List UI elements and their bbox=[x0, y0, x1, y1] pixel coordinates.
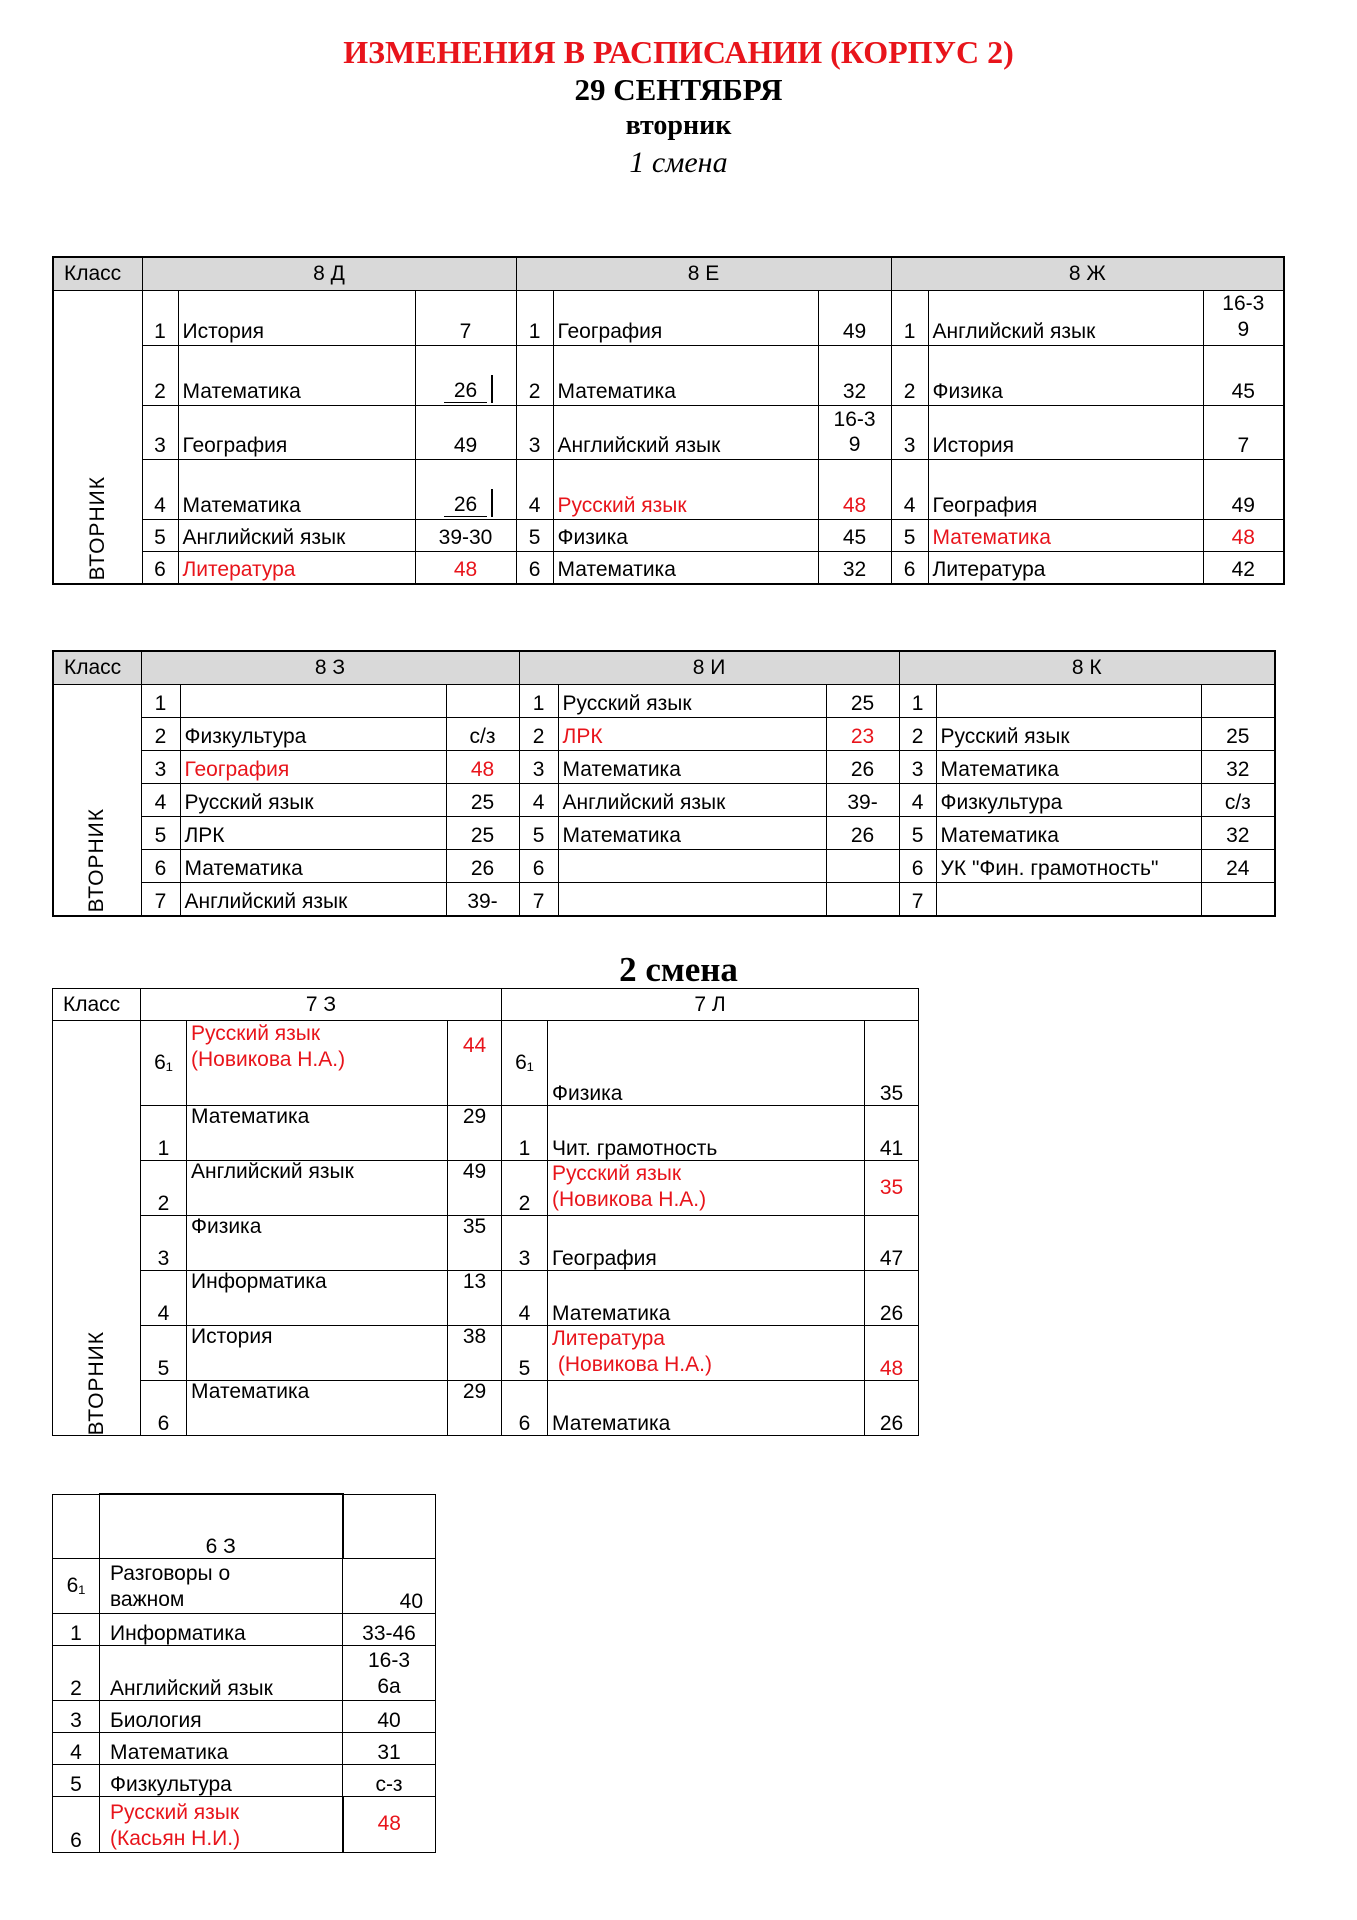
schedule-table-8d-8e-8zh bbox=[52, 256, 1285, 585]
lesson-number: 1 bbox=[141, 1106, 187, 1161]
subject-line: Русский язык bbox=[191, 1022, 321, 1045]
shift1-heading: 1 смена bbox=[629, 146, 728, 179]
room: с-з bbox=[343, 1764, 436, 1796]
class-header: Класс bbox=[53, 651, 141, 685]
subject-changed: Математика bbox=[928, 520, 1203, 552]
subject: Русский язык bbox=[558, 685, 826, 718]
subject-changed bbox=[548, 1161, 865, 1216]
lesson-number: 5 bbox=[891, 520, 928, 552]
lesson-number: 1 bbox=[502, 1106, 548, 1161]
table-row bbox=[53, 1216, 919, 1271]
subject: Чит. грамотность bbox=[548, 1106, 865, 1161]
room-changed: 44 bbox=[448, 1021, 502, 1106]
teacher: (Новикова Н.А.) bbox=[191, 1048, 346, 1071]
lesson-number: 6 bbox=[141, 850, 180, 883]
subject-changed bbox=[187, 1021, 448, 1106]
day-label: ВТОРНИК bbox=[85, 808, 109, 913]
lesson-number: 6 bbox=[516, 552, 553, 584]
subject bbox=[936, 883, 1201, 916]
subject: Математика bbox=[187, 1106, 448, 1161]
room: 16-39 bbox=[818, 406, 891, 460]
lesson-number: 5 bbox=[516, 520, 553, 552]
room: 26 bbox=[865, 1381, 919, 1436]
lesson-number: 2 bbox=[519, 718, 558, 751]
subject: Математика bbox=[936, 751, 1201, 784]
lesson-number: 3 bbox=[141, 1216, 187, 1271]
lesson-number: 3 bbox=[891, 406, 928, 460]
subject-changed bbox=[548, 1326, 865, 1381]
lesson-number: 4 bbox=[891, 460, 928, 520]
lesson-number: 3 bbox=[516, 406, 553, 460]
subject-changed bbox=[100, 1796, 343, 1852]
subject: География bbox=[553, 291, 818, 346]
lesson-number: 2 bbox=[502, 1161, 548, 1216]
lesson-number: 3 bbox=[141, 751, 180, 784]
subject: Английский язык bbox=[558, 784, 826, 817]
subject: Литература bbox=[928, 552, 1203, 584]
subject: Информатика bbox=[187, 1271, 448, 1326]
day-label: ВТОРНИК bbox=[84, 1330, 108, 1435]
table-row bbox=[53, 1326, 919, 1381]
class-8d-header: 8 Д bbox=[142, 257, 516, 291]
table-row bbox=[53, 552, 1284, 584]
room: 24 bbox=[1201, 850, 1275, 883]
subject: Физика bbox=[548, 1021, 865, 1106]
room: 26 bbox=[865, 1271, 919, 1326]
lesson-number: 2 bbox=[899, 718, 936, 751]
lesson-number: 4 bbox=[141, 784, 180, 817]
day-label: ВТОРНИК bbox=[85, 476, 109, 581]
room: 41 bbox=[865, 1106, 919, 1161]
subject: Математика bbox=[558, 751, 826, 784]
table-row bbox=[53, 346, 1284, 406]
lesson-number: 4 bbox=[142, 460, 178, 520]
lesson-number: 7 bbox=[899, 883, 936, 916]
lesson-number: 5 bbox=[53, 1764, 100, 1796]
subject: Математика bbox=[548, 1381, 865, 1436]
room-changed: 48 bbox=[818, 460, 891, 520]
room: 49 bbox=[448, 1161, 502, 1216]
schedule-table-7z-7l bbox=[52, 988, 919, 1436]
lesson-number: 4 bbox=[899, 784, 936, 817]
subject: Математика bbox=[100, 1732, 343, 1764]
lesson-number: 4 bbox=[141, 1271, 187, 1326]
room: 26 bbox=[826, 751, 899, 784]
room: 7 bbox=[415, 291, 516, 346]
room-changed: 48 bbox=[415, 552, 516, 584]
lesson-number: 2 bbox=[53, 1645, 100, 1700]
room-changed: 48 bbox=[1203, 520, 1284, 552]
subject: География bbox=[928, 460, 1203, 520]
subject: Математика bbox=[553, 346, 818, 406]
subject: УК "Фин. грамотность" bbox=[936, 850, 1201, 883]
lesson-number: 6₁ bbox=[141, 1021, 187, 1106]
room-changed: 35 bbox=[865, 1161, 919, 1216]
subject: Английский язык bbox=[178, 520, 415, 552]
subject: Математика bbox=[936, 817, 1201, 850]
table-row bbox=[53, 718, 1275, 751]
room: 16-36а bbox=[343, 1645, 436, 1700]
room: 39- bbox=[826, 784, 899, 817]
class-header: Класс bbox=[53, 989, 141, 1021]
schedule-table-8z-8i-8k bbox=[52, 650, 1276, 917]
table-row bbox=[53, 1645, 436, 1700]
room: 38 bbox=[448, 1326, 502, 1381]
subject-line: важном bbox=[110, 1587, 185, 1611]
room: 49 bbox=[1203, 460, 1284, 520]
table-row bbox=[53, 291, 1284, 346]
room: 35 bbox=[448, 1216, 502, 1271]
subject: Математика bbox=[187, 1381, 448, 1436]
table-row bbox=[53, 1613, 436, 1645]
room: 25 bbox=[1201, 718, 1275, 751]
lesson-number: 4 bbox=[516, 460, 553, 520]
table-row bbox=[53, 883, 1275, 916]
lesson-number: 7 bbox=[141, 883, 180, 916]
table-row bbox=[53, 850, 1275, 883]
room: с/з bbox=[1201, 784, 1275, 817]
room: 31 bbox=[343, 1732, 436, 1764]
room: 39-30 bbox=[415, 520, 516, 552]
class-8k-header: 8 К bbox=[899, 651, 1275, 685]
subject: Математика bbox=[548, 1271, 865, 1326]
lesson-number: 3 bbox=[142, 406, 178, 460]
subject: Информатика bbox=[100, 1613, 343, 1645]
room: 49 bbox=[818, 291, 891, 346]
room: 47 bbox=[865, 1216, 919, 1271]
subject: Физика bbox=[928, 346, 1203, 406]
room: 42 bbox=[1203, 552, 1284, 584]
subject: География bbox=[548, 1216, 865, 1271]
room: 7 bbox=[1203, 406, 1284, 460]
subject-line: Литература bbox=[552, 1327, 665, 1350]
subject bbox=[100, 1558, 343, 1613]
lesson-number: 5 bbox=[519, 817, 558, 850]
lesson-number: 5 bbox=[141, 1326, 187, 1381]
subject: Биология bbox=[100, 1700, 343, 1732]
subject bbox=[180, 685, 446, 718]
table-row bbox=[53, 1732, 436, 1764]
lesson-number: 2 bbox=[891, 346, 928, 406]
lesson-number: 5 bbox=[502, 1326, 548, 1381]
subject: Английский язык bbox=[553, 406, 818, 460]
room bbox=[1201, 685, 1275, 718]
class-header: Класс bbox=[53, 257, 142, 291]
subject bbox=[558, 850, 826, 883]
room: 49 bbox=[415, 406, 516, 460]
subject: Английский язык bbox=[187, 1161, 448, 1216]
room: 32 bbox=[1201, 751, 1275, 784]
table-row bbox=[53, 1161, 919, 1216]
table-row bbox=[53, 751, 1275, 784]
table-row bbox=[53, 1796, 436, 1852]
lesson-number: 4 bbox=[53, 1732, 100, 1764]
lesson-number: 1 bbox=[142, 291, 178, 346]
table-row bbox=[53, 1106, 919, 1161]
room: 26 bbox=[446, 850, 519, 883]
lesson-number: 6₁ bbox=[502, 1021, 548, 1106]
lesson-number: 6 bbox=[141, 1381, 187, 1436]
lesson-number: 6 bbox=[53, 1796, 100, 1852]
table-row bbox=[53, 460, 1284, 520]
lesson-number: 6 bbox=[502, 1381, 548, 1436]
lesson-number: 1 bbox=[53, 1613, 100, 1645]
room: с/з bbox=[446, 718, 519, 751]
room: 25 bbox=[446, 784, 519, 817]
room-changed: 48 bbox=[446, 751, 519, 784]
teacher: (Новикова Н.А.) bbox=[552, 1188, 707, 1211]
date-heading: 29 СЕНТЯБРЯ bbox=[574, 72, 783, 107]
subject: Математика bbox=[553, 552, 818, 584]
room-changed: 48 bbox=[865, 1326, 919, 1381]
room: 35 bbox=[865, 1021, 919, 1106]
lesson-number: 2 bbox=[141, 718, 180, 751]
room: 26 bbox=[826, 817, 899, 850]
room bbox=[826, 850, 899, 883]
room-value: 26 bbox=[444, 380, 487, 403]
lesson-number: 1 bbox=[141, 685, 180, 718]
empty-cell bbox=[53, 1494, 100, 1558]
subject: Русский язык bbox=[180, 784, 446, 817]
subject: Математика bbox=[180, 850, 446, 883]
subject-changed: ЛРК bbox=[558, 718, 826, 751]
lesson-number: 5 bbox=[899, 817, 936, 850]
subject: Английский язык bbox=[180, 883, 446, 916]
teacher: (Новикова Н.А.) bbox=[552, 1353, 712, 1376]
room: 45 bbox=[1203, 346, 1284, 406]
room bbox=[415, 346, 516, 406]
room: 32 bbox=[1201, 817, 1275, 850]
lesson-number: 1 bbox=[899, 685, 936, 718]
subject-line: Русский язык bbox=[552, 1162, 682, 1185]
subject: Английский язык bbox=[928, 291, 1203, 346]
lesson-number: 6 bbox=[519, 850, 558, 883]
class-8e-header: 8 Е bbox=[516, 257, 891, 291]
table-row bbox=[53, 817, 1275, 850]
subject: Физкультура bbox=[100, 1764, 343, 1796]
subject: История bbox=[928, 406, 1203, 460]
lesson-number: 6 bbox=[142, 552, 178, 584]
room: 33-46 bbox=[343, 1613, 436, 1645]
table-row bbox=[53, 784, 1275, 817]
room: 32 bbox=[818, 552, 891, 584]
empty-cell bbox=[343, 1494, 436, 1558]
lesson-number: 3 bbox=[519, 751, 558, 784]
schedule-table-6z bbox=[52, 1493, 436, 1853]
room bbox=[1201, 883, 1275, 916]
lesson-number: 6 bbox=[891, 552, 928, 584]
weekday-heading: вторник bbox=[625, 110, 732, 141]
lesson-number: 5 bbox=[142, 520, 178, 552]
subject bbox=[936, 685, 1201, 718]
table-row bbox=[53, 1021, 919, 1106]
page-title: ИЗМЕНЕНИЯ В РАСПИСАНИИ (КОРПУС 2) bbox=[343, 34, 1014, 70]
subject-line: Русский язык bbox=[110, 1800, 240, 1824]
subject: История bbox=[178, 291, 415, 346]
room: 39- bbox=[446, 883, 519, 916]
room: 40 bbox=[343, 1558, 436, 1613]
table-row bbox=[53, 1764, 436, 1796]
subject: ЛРК bbox=[180, 817, 446, 850]
class-8zh-header: 8 Ж bbox=[891, 257, 1284, 291]
room bbox=[415, 460, 516, 520]
teacher: (Касьян Н.И.) bbox=[110, 1826, 241, 1850]
subject-changed: Литература bbox=[178, 552, 415, 584]
class-7z-header: 7 З bbox=[141, 989, 502, 1021]
subject: Математика bbox=[558, 817, 826, 850]
table-row bbox=[53, 406, 1284, 460]
lesson-number: 3 bbox=[502, 1216, 548, 1271]
subject: Физика bbox=[187, 1216, 448, 1271]
lesson-number: 4 bbox=[519, 784, 558, 817]
lesson-number: 5 bbox=[141, 817, 180, 850]
subject: Математика bbox=[178, 460, 415, 520]
subject: Русский язык bbox=[936, 718, 1201, 751]
subject-changed: География bbox=[180, 751, 446, 784]
lesson-number: 6₁ bbox=[53, 1558, 100, 1613]
lesson-number: 2 bbox=[142, 346, 178, 406]
room-value: 26 bbox=[444, 494, 487, 517]
table-row bbox=[53, 1558, 436, 1613]
table-row bbox=[53, 685, 1275, 718]
class-8z-header: 8 З bbox=[141, 651, 519, 685]
table-row bbox=[53, 1700, 436, 1732]
lesson-number: 3 bbox=[53, 1700, 100, 1732]
subject: История bbox=[187, 1326, 448, 1381]
subject: Английский язык bbox=[100, 1645, 343, 1700]
lesson-number: 1 bbox=[516, 291, 553, 346]
class-6z-header: 6 З bbox=[100, 1494, 343, 1558]
room: 29 bbox=[448, 1381, 502, 1436]
lesson-number: 2 bbox=[141, 1161, 187, 1216]
room: 16-39 bbox=[1203, 291, 1284, 346]
room-changed: 23 bbox=[826, 718, 899, 751]
room-changed: 48 bbox=[343, 1796, 436, 1852]
subject: Математика bbox=[178, 346, 415, 406]
lesson-number: 4 bbox=[502, 1271, 548, 1326]
shift2-heading: 2 смена bbox=[619, 950, 738, 989]
table-row bbox=[53, 1271, 919, 1326]
lesson-number: 1 bbox=[519, 685, 558, 718]
subject bbox=[558, 883, 826, 916]
subject-line: Разговоры о bbox=[110, 1561, 231, 1585]
class-7l-header: 7 Л bbox=[502, 989, 919, 1021]
subject: Физика bbox=[553, 520, 818, 552]
room: 45 bbox=[818, 520, 891, 552]
subject: Физкультура bbox=[180, 718, 446, 751]
subject: Физкультура bbox=[936, 784, 1201, 817]
room: 29 bbox=[448, 1106, 502, 1161]
room: 32 bbox=[818, 346, 891, 406]
class-8i-header: 8 И bbox=[519, 651, 899, 685]
room: 25 bbox=[826, 685, 899, 718]
table-row bbox=[53, 520, 1284, 552]
lesson-number: 2 bbox=[516, 346, 553, 406]
lesson-number: 6 bbox=[899, 850, 936, 883]
room bbox=[446, 685, 519, 718]
room: 25 bbox=[446, 817, 519, 850]
room bbox=[826, 883, 899, 916]
lesson-number: 7 bbox=[519, 883, 558, 916]
room: 13 bbox=[448, 1271, 502, 1326]
lesson-number: 1 bbox=[891, 291, 928, 346]
room: 40 bbox=[343, 1700, 436, 1732]
table-row bbox=[53, 1381, 919, 1436]
subject: География bbox=[178, 406, 415, 460]
lesson-number: 3 bbox=[899, 751, 936, 784]
subject-changed: Русский язык bbox=[553, 460, 818, 520]
